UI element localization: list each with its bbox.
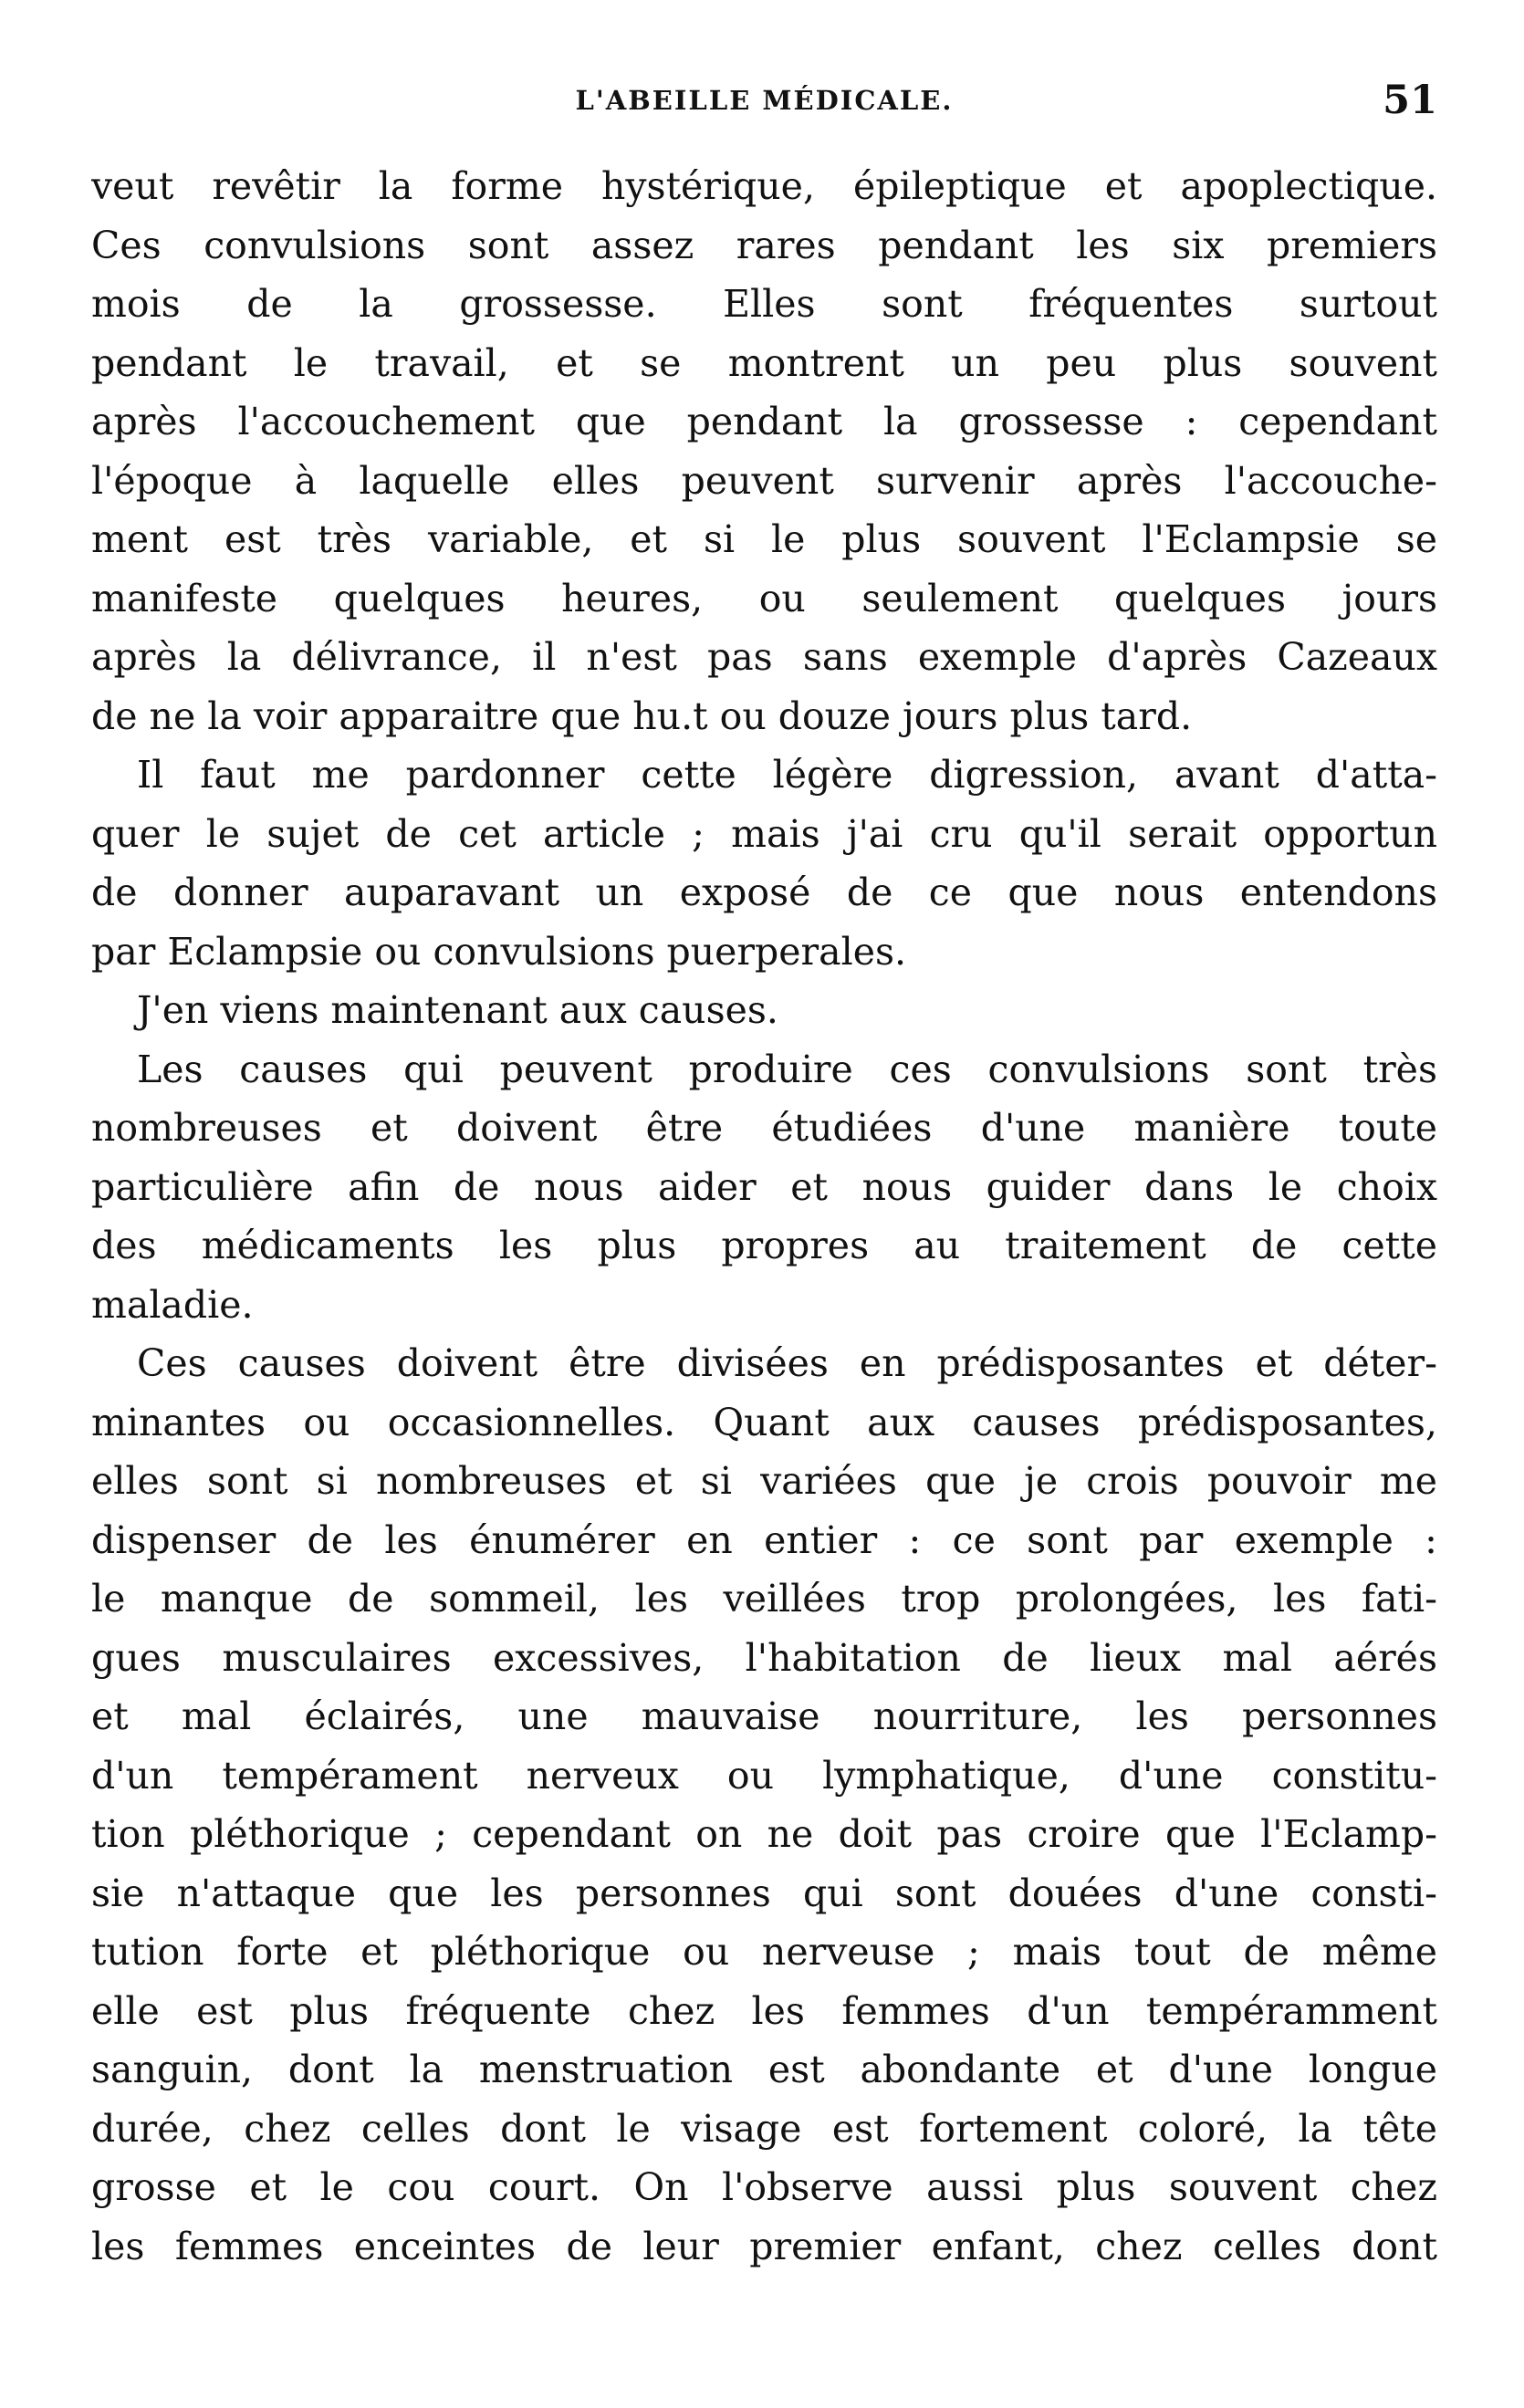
text-line: de ne la voir apparaitre que hu.t ou douze jours plus tard. bbox=[91, 693, 1193, 738]
text-line: tion pléthorique ; cependant on ne doit pas croire que l'Eclamp- bbox=[91, 1812, 1437, 1856]
text-line: veut revêtir la forme hystérique, épileptique et apoplectique. bbox=[91, 164, 1437, 208]
running-title: L'ABEILLE MÉDICALE. bbox=[575, 85, 954, 116]
text-line: minantes ou occasionnelles. Quant aux causes prédisposantes, bbox=[91, 1400, 1437, 1444]
text-line: elles sont si nombreuses et si variées que je crois pouvoir me bbox=[91, 1459, 1437, 1503]
text-line: par Eclampsie ou convulsions puerperales. bbox=[91, 929, 907, 974]
text-line: les femmes enceintes de leur premier enfant, chez celles dont bbox=[91, 2224, 1437, 2268]
text-line: Il faut me pardonner cette légère digression, avant d'atta- bbox=[137, 753, 1437, 797]
page-header bbox=[91, 73, 1437, 128]
text-line: maladie. bbox=[91, 1282, 254, 1327]
text-line: sanguin, dont la menstruation est abondante et d'une longue bbox=[91, 2048, 1437, 2091]
text-line: Les causes qui peuvent produire ces convulsions sont très bbox=[137, 1047, 1437, 1091]
text-line: sie n'attaque que les personnes qui sont douées d'une consti- bbox=[91, 1871, 1437, 1915]
text-line: J'en viens maintenant aux causes. bbox=[137, 988, 778, 1032]
text-line: nombreuses et doivent être étudiées d'une manière toute bbox=[91, 1106, 1437, 1150]
text-line: elle est plus fréquente chez les femmes d'un tempéramment bbox=[91, 1988, 1437, 2033]
text-line: manifeste quelques heures, ou seulement quelques jours bbox=[91, 576, 1437, 620]
text-line: particulière afin de nous aider et nous guider dans le choix bbox=[91, 1164, 1437, 1209]
text-line: après l'accouchement que pendant la grossesse : cependant bbox=[91, 400, 1437, 443]
text-line: dispenser de les énumérer en entier : ce sont par exemple : bbox=[91, 1517, 1437, 1562]
text-line: quer le sujet de cet article ; mais j'ai cru qu'il serait opportun bbox=[91, 811, 1437, 856]
text-line: Ces convulsions sont assez rares pendant les six premiers bbox=[91, 223, 1437, 267]
text-line: Ces causes doivent être divisées en prédisposantes et déter- bbox=[137, 1341, 1437, 1385]
text-line: l'époque à laquelle elles peuvent survenir après l'accouche- bbox=[91, 458, 1437, 503]
page-number: 51 bbox=[1383, 78, 1437, 123]
body-text bbox=[91, 157, 1437, 2276]
text-line: d'un tempérament nerveux ou lymphatique, d'une constitu- bbox=[91, 1753, 1437, 1798]
text-line: des médicaments les plus propres au traitement de cette bbox=[91, 1224, 1437, 1267]
text-line: grosse et le cou court. On l'observe aussi plus souvent chez bbox=[91, 2165, 1437, 2209]
text-line: après la délivrance, il n'est pas sans exemple d'après Cazeaux bbox=[91, 635, 1437, 679]
text-line: ment est très variable, et si le plus souvent l'Eclampsie se bbox=[91, 517, 1437, 561]
text-line: mois de la grossesse. Elles sont fréquentes surtout bbox=[91, 282, 1437, 326]
text-line: et mal éclairés, une mauvaise nourriture, les personnes bbox=[91, 1694, 1437, 1738]
text-line: de donner auparavant un exposé de ce que nous entendons bbox=[91, 870, 1437, 914]
text-line: gues musculaires excessives, l'habitation de lieux mal aérés bbox=[91, 1635, 1437, 1680]
text-line: pendant le travail, et se montrent un peu plus souvent bbox=[91, 340, 1437, 385]
text-line: tution forte et pléthorique ou nerveuse ; mais tout de même bbox=[91, 1930, 1437, 1974]
text-line: le manque de sommeil, les veillées trop prolongées, les fati- bbox=[91, 1577, 1437, 1621]
text-line: durée, chez celles dont le visage est fortement coloré, la tête bbox=[91, 2106, 1437, 2151]
